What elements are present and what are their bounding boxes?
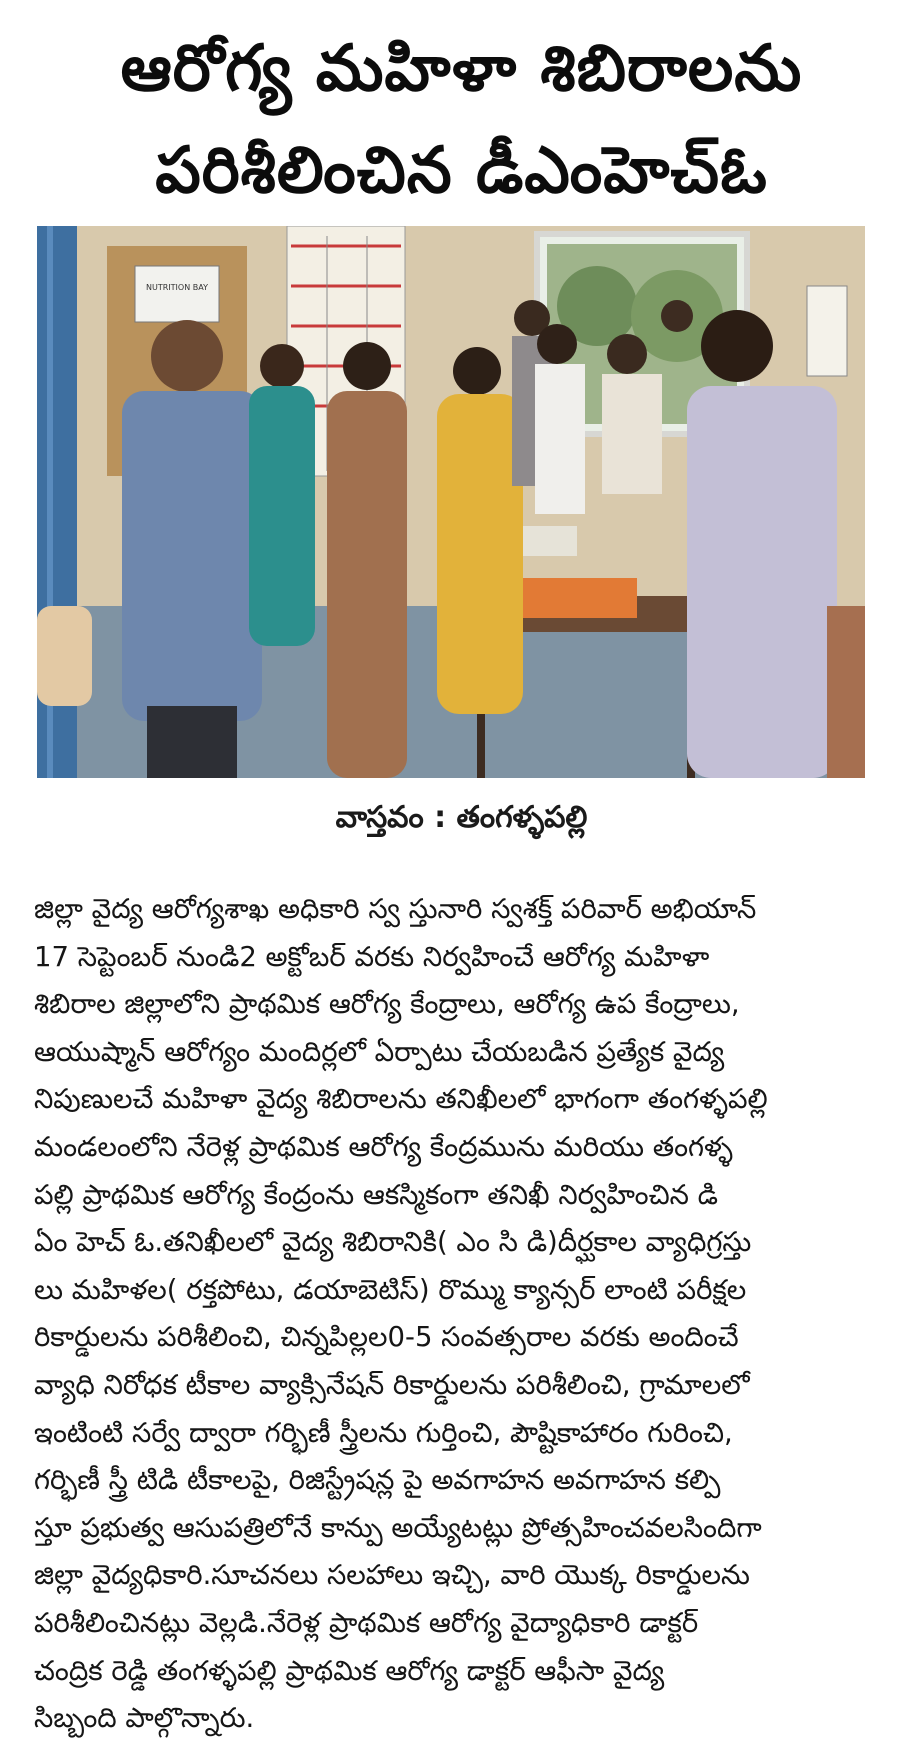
article-line: ఇంటింటి సర్వే ద్వారా గర్భిణీ స్త్రీలను గుర్తించి, పౌష్టికాహారం గురించి, (34, 1416, 733, 1449)
article-line: గర్భిణీ స్త్రీ టిడి టీకాలపై, రిజిస్ట్రేషన్ల పై అవగాహన అవగాహన కల్పి (34, 1464, 721, 1497)
article-line: చంద్రిక రెడ్డి తంగళ్ళపల్లి ప్రాథమిక ఆరోగ్య డాక్టర్ ఆఫీసా వైద్య (34, 1654, 665, 1687)
article-line: ఆయుష్మాన్ ఆరోగ్యం మందిర్లలో ఏర్పాటు చేయబడిన ప్రత్యేక వైద్య (34, 1035, 725, 1068)
article-line: జిల్లా వైద్య ఆరోగ్యశాఖ అధికారి స్వ స్తునారి స్వశక్త్ పరివార్ అభియాన్ (34, 893, 757, 925)
article-line: ఏం హెచ్ ఓ.తనిఖీలలో వైద్య శిబిరానికి( ఎం సి డి)దీర్ఘకాల వ్యాధిగ్రస్తు (34, 1226, 752, 1259)
article-line: సిబ్బంది పాల్గొన్నారు. (34, 1702, 255, 1735)
article-body (34, 886, 894, 1743)
news-photo (37, 226, 865, 778)
article-line: పరిశీలించినట్లు వెల్లడి.నేరెళ్ల ప్రాథమిక ఆరోగ్య వైద్యాధికారి డాక్టర్ (34, 1606, 699, 1639)
headline (0, 18, 923, 222)
photo-caption: వాస్తవం : తంగళ్ళపల్లి (335, 800, 588, 835)
article-line: పల్లి ప్రాథమిక ఆరోగ్య కేంద్రంను ఆకస్మికంగా తనిఖీ నిర్వహించిన డి (34, 1178, 719, 1211)
article-line: జిల్లా వైద్యధికారి.సూచనలు సలహాలు ఇచ్చి, వారి యొక్క రికార్డులను (34, 1559, 750, 1592)
article-line: నిపుణులచే మహిళా వైద్య శిబిరాలను తనిఖీలలో భాగంగా తంగళ్ళపల్లి (34, 1083, 768, 1116)
photo-illustration (37, 226, 865, 778)
article-line: వ్యాధి నిరోధక టీకాల వ్యాక్సినేషన్ రికార్డులను పరిశీలించి, గ్రామాలలో (34, 1368, 750, 1401)
article-line: లు మహిళల( రక్తపోటు, డయాబెటిస్) రొమ్ము క్యాన్సర్ లాంటి పరీక్షల (34, 1273, 747, 1306)
article-line: 17 సెప్టెంబర్ నుండి2 అక్టోబర్ వరకు నిర్వహించే ఆరోగ్య మహిళా (34, 940, 710, 973)
board-sign: NUTRITION BAY (146, 283, 208, 292)
article-line: శిబిరాల జిల్లాలోని ప్రాథమిక ఆరోగ్య కేంద్రాలు, ఆరోగ్య ఉప కేంద్రాలు, (34, 988, 740, 1021)
article-line: రికార్డులను పరిశీలించి, చిన్నపిల్లల0-5 సంవత్సరాల వరకు అందించే (34, 1321, 739, 1354)
headline-line-1: ఆరోగ్య మహిళా శిబిరాలను (120, 32, 803, 106)
headline-line-2: పరిశీలించిన డీఎంహెచ్ఓ (155, 134, 768, 208)
article-line: మండలంలోని నేరెళ్ల ప్రాథమిక ఆరోగ్య కేంద్రమును మరియు తంగళ్ళ (34, 1130, 733, 1163)
article-line: స్తూ ప్రభుత్వ ఆసుపత్రిలోనే కాన్పు అయ్యేటట్లు ప్రోత్సహించవలసిందిగా (34, 1511, 762, 1544)
